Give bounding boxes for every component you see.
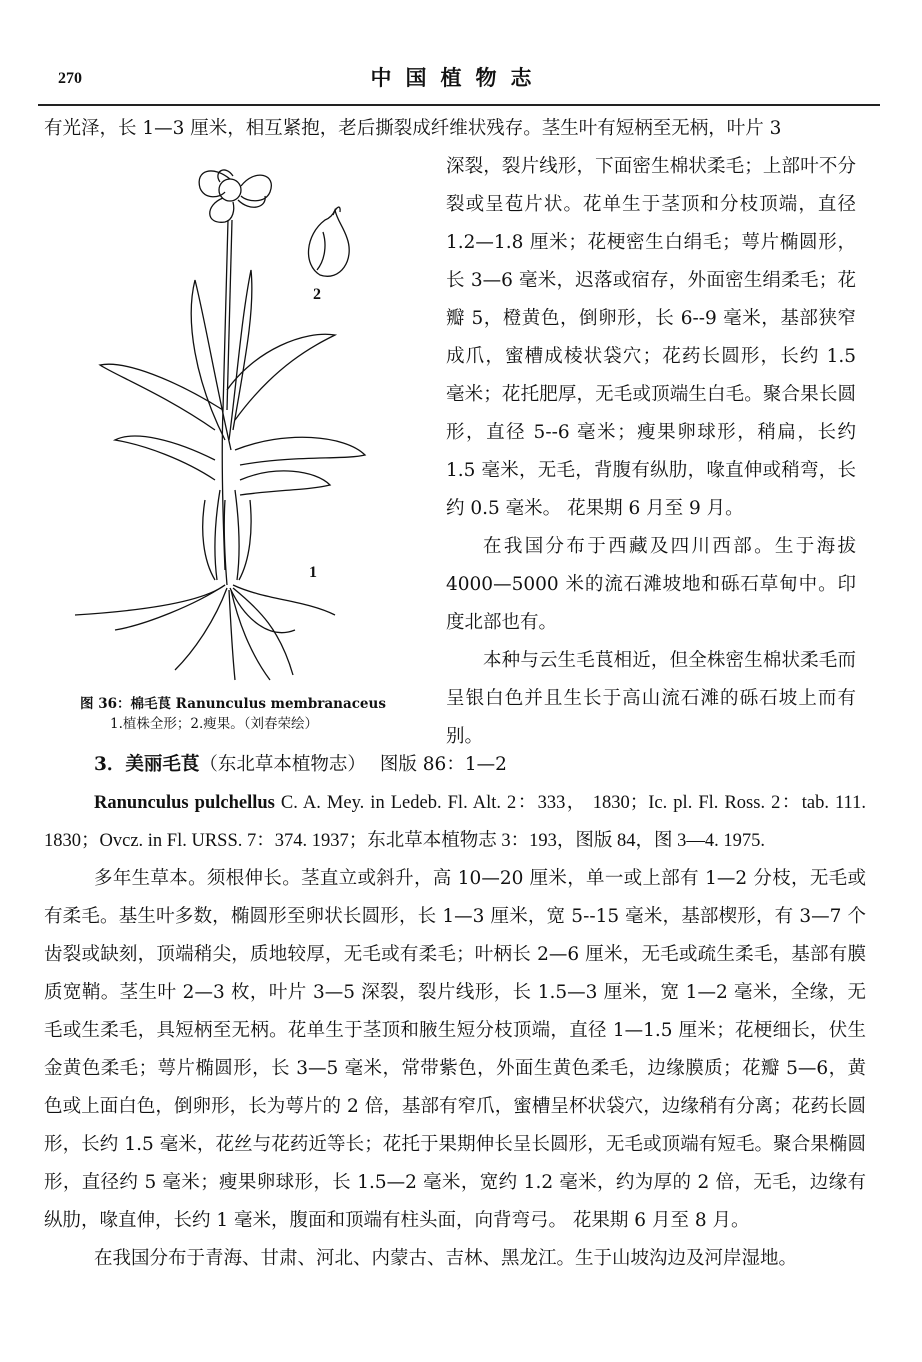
figure-label-1: 1 (309, 564, 317, 581)
heading-name: 美丽毛茛 (125, 754, 200, 775)
continuation-line: 有光泽，长 1—3 厘米，相互紧抱，老后撕裂成纤维状残存。茎生叶有短柄至无柄，叶片 3 (44, 118, 782, 139)
heading-source: （东北草本植物志） (199, 754, 366, 775)
main-text (44, 784, 866, 1278)
latin-name: Ranunculus pulchellus (94, 793, 275, 813)
page-header (38, 62, 880, 102)
distribution-paragraph: 在我国分布于西藏及四川西部。生于海拔 4000—5000 米的流石滩坡地和砾石草甸中。印度北部也有。 (446, 536, 856, 633)
page-number: 270 (58, 70, 82, 87)
right-column-text (446, 148, 856, 756)
species-heading (94, 746, 507, 784)
caption-title: 图 36：棉毛茛 Ranunculus membranaceus (80, 696, 386, 712)
heading-number: 3． (94, 754, 126, 775)
roots-drawing (75, 585, 335, 680)
citation-paragraph (44, 784, 866, 860)
plant-drawing (55, 160, 425, 690)
species-distribution: 在我国分布于青海、甘肃、河北、内蒙古、吉林、黑龙江。生于山坡沟边及河岸湿地。 (94, 1248, 798, 1269)
header-rule (38, 104, 880, 106)
heading-plate: 图版 86：1—2 (379, 754, 507, 775)
citation-text: C. A. Mey. in Ledeb. Fl. Alt. 2：333， 1830；Ic. pl. Fl. Ross. 2：tab. 111. 1830；Ovcz. in Fl. URSS. 7：374. 1937；东北草本植物志 3：193，图版 84，图 3—4. 1975. (44, 793, 866, 851)
figure-label-2: 2 (313, 286, 321, 303)
figure-caption (80, 694, 430, 734)
plant-illustration (55, 160, 425, 690)
species-description: 多年生草本。须根伸长。茎直立或斜升，高 10—20 厘米，单一或上部有 1—2 分枝，无毛或有柔毛。基生叶多数，椭圆形至卵状长圆形，长 1—3 厘米，宽 5--15 毫米，基部楔形，有 3—7 个齿裂或缺刻，顶端稍尖，质地较厚，无毛或有柔毛；叶柄长 2—6 厘米，无毛或疏生柔毛，基部有膜质宽鞘。茎生叶 2—3 枚，叶片 3—5 深裂，裂片线形，长 1.5—3 厘米，宽 1—2 毫米，全缘，无毛或生柔毛，具短柄至无柄。花单生于茎顶和腋生短分枝顶端，直径 1—1.5 厘米；花梗细长，伏生金黄色柔毛；萼片椭圆形，长 3—5 毫米，常带紫色，外面生黄色柔毛，边缘膜质；花瓣 5—6，黄色或上面白色，倒卵形，长为萼片的 2 倍，基部有窄爪，蜜槽呈杯状袋穴，边缘稍有分离；花药长圆形，长约 1.5 毫米，花丝与花药近等长；花托于果期伸长呈长圆形，无毛或顶端有短毛。聚合果椭圆形，直径约 5 毫米；瘦果卵球形，长 1.5—2 毫米，宽约 1.2 毫米，约为厚的 2 倍，无毛，边缘有纵肋，喙直伸，长约 1 毫米，腹面和顶端有柱头面，向背弯弓。 花果期 6 月至 8 月。 (44, 868, 866, 1231)
caption-subtitle: 1.植株全形；2.瘦果。（刘春荣绘） (110, 716, 319, 732)
comparison-paragraph: 本种与云生毛茛相近，但全株密生棉状柔毛而呈银白色并且生长于高山流石滩的砾石坡上而有别。 (446, 650, 856, 747)
description-paragraph: 深裂，裂片线形，下面密生棉状柔毛；上部叶不分裂或呈苞片状。花单生于茎顶和分枝顶端，直径 1.2—1.8 厘米；花梗密生白绢毛；萼片椭圆形，长 3—6 毫米，迟落或宿存，外面密生绢柔毛；花瓣 5，橙黄色，倒卵形，长 6--9 毫米，基部狭窄成爪，蜜槽成棱状袋穴；花药长圆形，长约 1.5 毫米；花托肥厚，无毛或顶端生白毛。聚合果长圆形，直径 5--6 毫米；瘦果卵球形，稍扁，长约 1.5 毫米，无毛，背腹有纵肋，喙直伸或稍弯，长约 0.5 毫米。 花果期 6 月至 9 月。 (446, 156, 856, 519)
achene-drawing (309, 207, 350, 276)
book-title: 中国植物志 (370, 65, 546, 90)
leaf-drawing (100, 364, 223, 430)
flower-drawing (199, 170, 271, 222)
